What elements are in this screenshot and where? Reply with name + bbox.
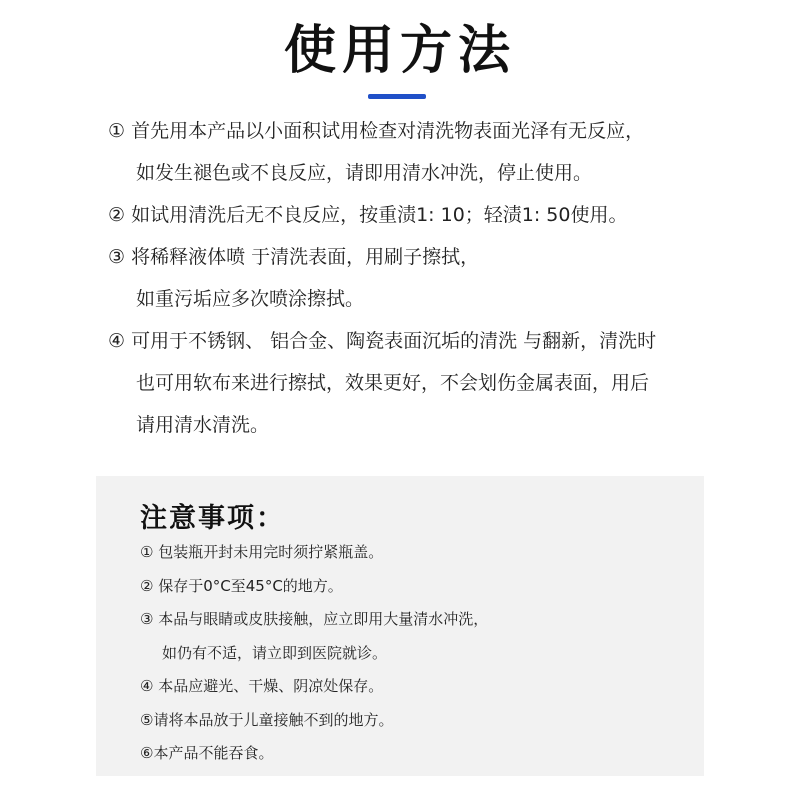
usage-instructions [108, 110, 748, 446]
usage-step-4-line-2: 也可用软布来进行擦拭，效果更好，不会划伤金属表面，用后 [136, 372, 650, 394]
usage-step-3-line-1: ③ 将稀释液体喷 于清洗表面，用刷子擦拭， [108, 246, 480, 268]
notice-item-2: ② 保存于0°C至45°C的地方。 [140, 576, 343, 595]
usage-step-3 [108, 236, 748, 320]
page-title: 使用方法 [283, 21, 516, 81]
usage-step-3-line-2: 如重污垢应多次喷涂擦拭。 [136, 288, 365, 310]
notice-title: 注意事项： [140, 503, 285, 534]
usage-step-1-line-1: ① 首先用本产品以小面积试用检查对清洗物表面光泽有无反应， [108, 120, 645, 142]
usage-step-2-line-1: ② 如试用清洗后无不良反应，按重渍1: 10；轻渍1: 50使用。 [108, 204, 628, 226]
notice-item-1: ① 包装瓶开封未用完时须拧紧瓶盖。 [140, 543, 384, 561]
usage-step-2 [108, 194, 748, 236]
notice-item-4: ④ 本品应避光、干燥、阴凉处保存。 [140, 677, 384, 695]
notice-item-3-continued: 如仍有不适，请立即到医院就诊。 [162, 643, 388, 662]
notice-item-5: ⑤请将本品放于儿童接触不到的地方。 [140, 710, 394, 729]
notice-item-6: ⑥本产品不能吞食。 [140, 744, 274, 762]
notice-item-3: ③ 本品与眼睛或皮肤接触，应立即用大量清水冲洗， [140, 610, 489, 628]
usage-step-4 [108, 320, 748, 446]
usage-step-4-line-1: ④ 可用于不锈钢、 铝合金、陶瓷表面沉垢的清洗 与翻新，清洗时 [108, 330, 657, 352]
title-underline [368, 94, 426, 99]
usage-step-1 [108, 110, 748, 194]
notice-panel [96, 476, 704, 776]
usage-step-1-line-2: 如发生褪色或不良反应，请即用清水冲洗，停止使用。 [136, 162, 593, 184]
usage-step-4-line-3: 请用清水清洗。 [136, 414, 270, 436]
notice-list [140, 536, 680, 771]
